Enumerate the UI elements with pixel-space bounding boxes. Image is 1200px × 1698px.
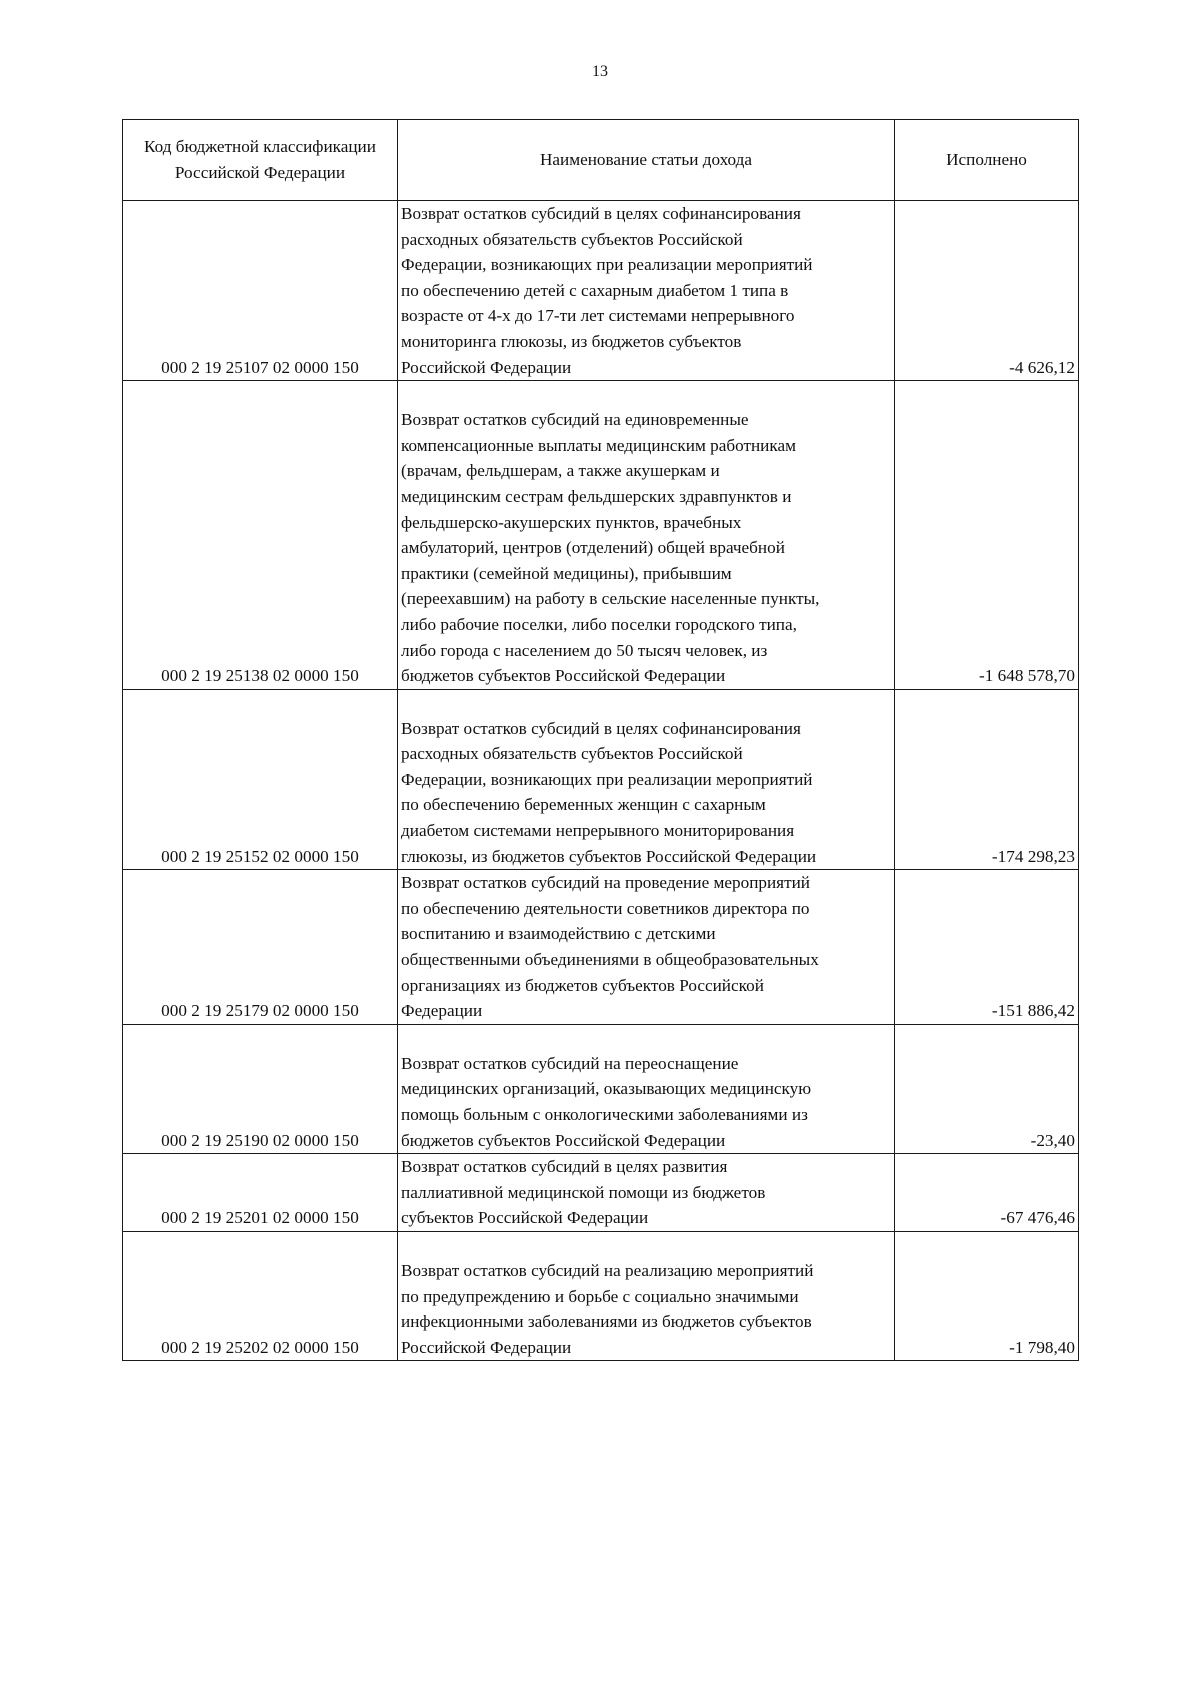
- table-header-row: [123, 120, 1079, 201]
- table-row: [123, 1024, 1079, 1153]
- row-name-line: практики (семейной медицины), прибывшим: [401, 563, 732, 583]
- row-amount: -4 626,12: [895, 201, 1079, 381]
- header-code-line: Российской Федерации: [174, 163, 346, 182]
- row-amount: -67 476,46: [895, 1154, 1079, 1232]
- row-name-line: Возврат остатков субсидий на единовременные: [401, 410, 749, 430]
- header-name: Наименование статьи дохода: [398, 120, 895, 201]
- row-name-line: компенсационные выплаты медицинским работникам: [401, 435, 796, 455]
- row-amount: -174 298,23: [895, 689, 1079, 870]
- row-name-line: фельдшерско-акушерских пунктов, врачебных: [401, 512, 742, 532]
- row-name-line: расходных обязательств субъектов Российской: [401, 744, 743, 764]
- row-name: [398, 870, 895, 1025]
- row-code: 000 2 19 25190 02 0000 150: [123, 1024, 398, 1153]
- row-name-line: организациях из бюджетов субъектов Российской: [401, 975, 764, 995]
- row-name-line: по предупреждению и борьбе с социально значимыми: [401, 1286, 799, 1306]
- row-name-line: Федерации, возникающих при реализации мероприятий: [401, 255, 813, 275]
- row-name-line: Возврат остатков субсидий в целях софинансирования: [401, 204, 801, 223]
- row-name-line: медицинских организаций, оказывающих медицинскую: [401, 1079, 812, 1099]
- row-name-line: бюджетов субъектов Российской Федерации: [401, 666, 726, 686]
- row-code: 000 2 19 25138 02 0000 150: [123, 381, 398, 690]
- row-name-line: Российской Федерации: [401, 357, 572, 377]
- row-name-line: Возврат остатков субсидий на переоснащение: [401, 1053, 739, 1073]
- row-name-line: по обеспечению беременных женщин с сахарным: [401, 795, 766, 815]
- row-name-line: помощь больным с онкологическими заболеваниями из: [401, 1105, 808, 1124]
- row-name-line: Возврат остатков субсидий на реализацию мероприятий: [401, 1260, 814, 1280]
- row-amount: -1 798,40: [895, 1231, 1079, 1360]
- table-row: [123, 1231, 1079, 1360]
- row-name-line: мониторинга глюкозы, из бюджетов субъектов: [401, 331, 742, 351]
- page-number: 13: [592, 63, 608, 80]
- row-name-line: глюкозы, из бюджетов субъектов Российской Федерации: [401, 846, 817, 866]
- table-body: [123, 201, 1079, 1361]
- row-code: 000 2 19 25107 02 0000 150: [123, 201, 398, 381]
- row-name-line: расходных обязательств субъектов Российской: [401, 229, 743, 249]
- header-code-line: классификации: [263, 137, 376, 156]
- row-code: 000 2 19 25202 02 0000 150: [123, 1231, 398, 1360]
- row-code: 000 2 19 25152 02 0000 150: [123, 689, 398, 870]
- row-name-line: по обеспечению деятельности советников директора по: [401, 898, 810, 918]
- row-name-line: либо города с населением до 50 тысяч человек, из: [401, 640, 768, 660]
- row-name-line: Возврат остатков субсидий в целях развития: [401, 1157, 728, 1177]
- row-name-line: (врачам, фельдшерам, а также акушеркам и: [401, 461, 720, 481]
- row-name: [398, 201, 895, 381]
- row-name-line: Федерации: [401, 1001, 483, 1021]
- row-name-line: Российской Федерации: [401, 1337, 572, 1357]
- row-amount: -1 648 578,70: [895, 381, 1079, 690]
- header-executed: Исполнено: [895, 120, 1079, 201]
- row-name: [398, 1154, 895, 1232]
- row-amount: -23,40: [895, 1024, 1079, 1153]
- row-name: [398, 1024, 895, 1153]
- row-name-line: паллиативной медицинской помощи из бюджетов: [401, 1182, 766, 1202]
- table-row: [123, 1154, 1079, 1232]
- row-name-line: субъектов Российской Федерации: [401, 1208, 649, 1228]
- row-name: [398, 381, 895, 690]
- row-name-line: воспитанию и взаимодействию с детскими: [401, 924, 716, 944]
- row-name-line: Возврат остатков субсидий на проведение мероприятий: [401, 873, 810, 893]
- header-code-line: Код бюджетной: [144, 137, 259, 156]
- row-name-line: по обеспечению детей с сахарным диабетом 1 типа в: [401, 280, 789, 300]
- row-name-line: бюджетов субъектов Российской Федерации: [401, 1130, 726, 1150]
- row-name-line: либо рабочие поселки, либо поселки городского типа,: [401, 614, 797, 634]
- row-name-line: Федерации, возникающих при реализации мероприятий: [401, 769, 813, 789]
- row-name: [398, 689, 895, 870]
- row-name-line: (переехавшим) на работу в сельские населенные пункты,: [401, 589, 820, 609]
- row-name-line: общественными объединениями в общеобразовательных: [401, 950, 819, 970]
- table-row: [123, 870, 1079, 1025]
- row-name-line: медицинским сестрам фельдшерских здравпунктов и: [401, 486, 792, 506]
- row-name-line: возрасте от 4-х до 17-ти лет системами непрерывного: [401, 306, 795, 326]
- row-name-line: инфекционными заболеваниями из бюджетов субъектов: [401, 1312, 812, 1332]
- row-name-line: Возврат остатков субсидий в целях софинансирования: [401, 718, 801, 738]
- row-amount: -151 886,42: [895, 870, 1079, 1025]
- income-table: [122, 119, 1079, 1361]
- row-code: 000 2 19 25201 02 0000 150: [123, 1154, 398, 1232]
- table-row: [123, 201, 1079, 381]
- table-row: [123, 689, 1079, 870]
- row-name-line: диабетом системами непрерывного мониторирования: [401, 821, 795, 841]
- table-row: [123, 381, 1079, 690]
- header-code: [123, 120, 398, 201]
- row-code: 000 2 19 25179 02 0000 150: [123, 870, 398, 1025]
- row-name-line: амбулаторий, центров (отделений) общей врачебной: [401, 538, 785, 558]
- row-name: [398, 1231, 895, 1360]
